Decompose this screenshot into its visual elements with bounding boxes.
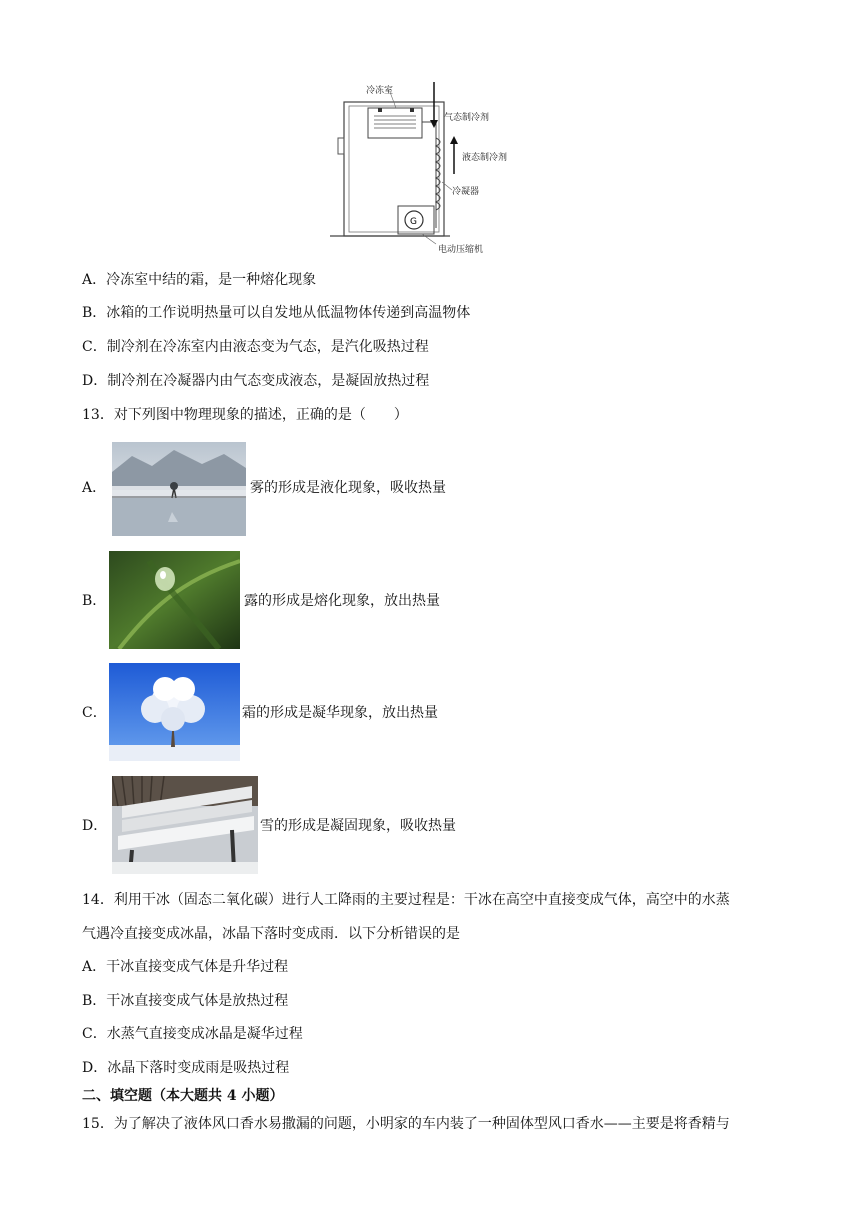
svg-text:G: G (410, 217, 417, 227)
q13-option-b-letter: B． (82, 593, 107, 609)
q13-option-d (82, 776, 502, 876)
q13-option-c-text: 霜的形成是凝华现象，放出热量 (242, 705, 438, 721)
compressor-label: 电动压缩机 (438, 245, 484, 255)
q12-option-a: A．冷冻室中结的霜，是一种熔化现象 (82, 272, 317, 288)
q13-stem: 13．对下列图中物理现象的描述，正确的是（ ） (82, 407, 408, 423)
q13-option-d-letter: D． (82, 818, 108, 834)
q12-option-c: C．制冷剂在冷冻室内由液态变为气态，是汽化吸热过程 (82, 339, 429, 355)
freezer-label: 冷冻室 (366, 86, 394, 96)
refrigerator-diagram (330, 78, 530, 260)
q15-stem: 15．为了解决了液体风口香水易撒漏的问题，小明家的车内装了一种固体型风口香水——主要是将香精与 (82, 1116, 730, 1132)
liquid-refrigerant-label: 液态制冷剂 (462, 153, 508, 163)
q13-option-c (82, 663, 482, 763)
q13-option-b (82, 551, 482, 651)
q13-option-d-text: 雪的形成是凝固现象，吸收热量 (260, 818, 456, 834)
section-heading: 二、填空题（本大题共 4 小题） (82, 1088, 284, 1104)
q14-option-a: A．干冰直接变成气体是升华过程 (82, 959, 289, 975)
q13-option-b-text: 露的形成是熔化现象，放出热量 (244, 593, 440, 609)
q13-option-a (82, 440, 482, 540)
condenser-label: 冷凝器 (452, 187, 480, 197)
gas-refrigerant-label: 气态制冷剂 (444, 113, 490, 123)
q14-option-b: B．干冰直接变成气体是放热过程 (82, 993, 289, 1009)
fog-image (112, 442, 246, 536)
snow-bench-image (112, 776, 258, 874)
q13-option-a-letter: A． (82, 480, 107, 496)
q12-option-b: B．冰箱的工作说明热量可以自发地从低温物体传递到高温物体 (82, 305, 471, 321)
q14-stem-line1: 14．利用干冰（固态二氧化碳）进行人工降雨的主要过程是：干冰在高空中直接变成气体，高空中的水蒸 (82, 892, 730, 908)
q14-option-c: C．水蒸气直接变成冰晶是凝华过程 (82, 1026, 303, 1042)
q13-option-c-letter: C． (82, 705, 107, 721)
q14-stem-line2: 气遇冷直接变成冰晶，冰晶下落时变成雨．以下分析错误的是 (82, 926, 460, 942)
q14-option-d: D．冰晶下落时变成雨是吸热过程 (82, 1060, 290, 1076)
dew-image (109, 551, 240, 649)
frost-image (109, 663, 240, 761)
q13-option-a-text: 雾的形成是液化现象，吸收热量 (250, 480, 446, 496)
q12-option-d: D．制冷剂在冷凝器内由气态变成液态，是凝固放热过程 (82, 373, 430, 389)
